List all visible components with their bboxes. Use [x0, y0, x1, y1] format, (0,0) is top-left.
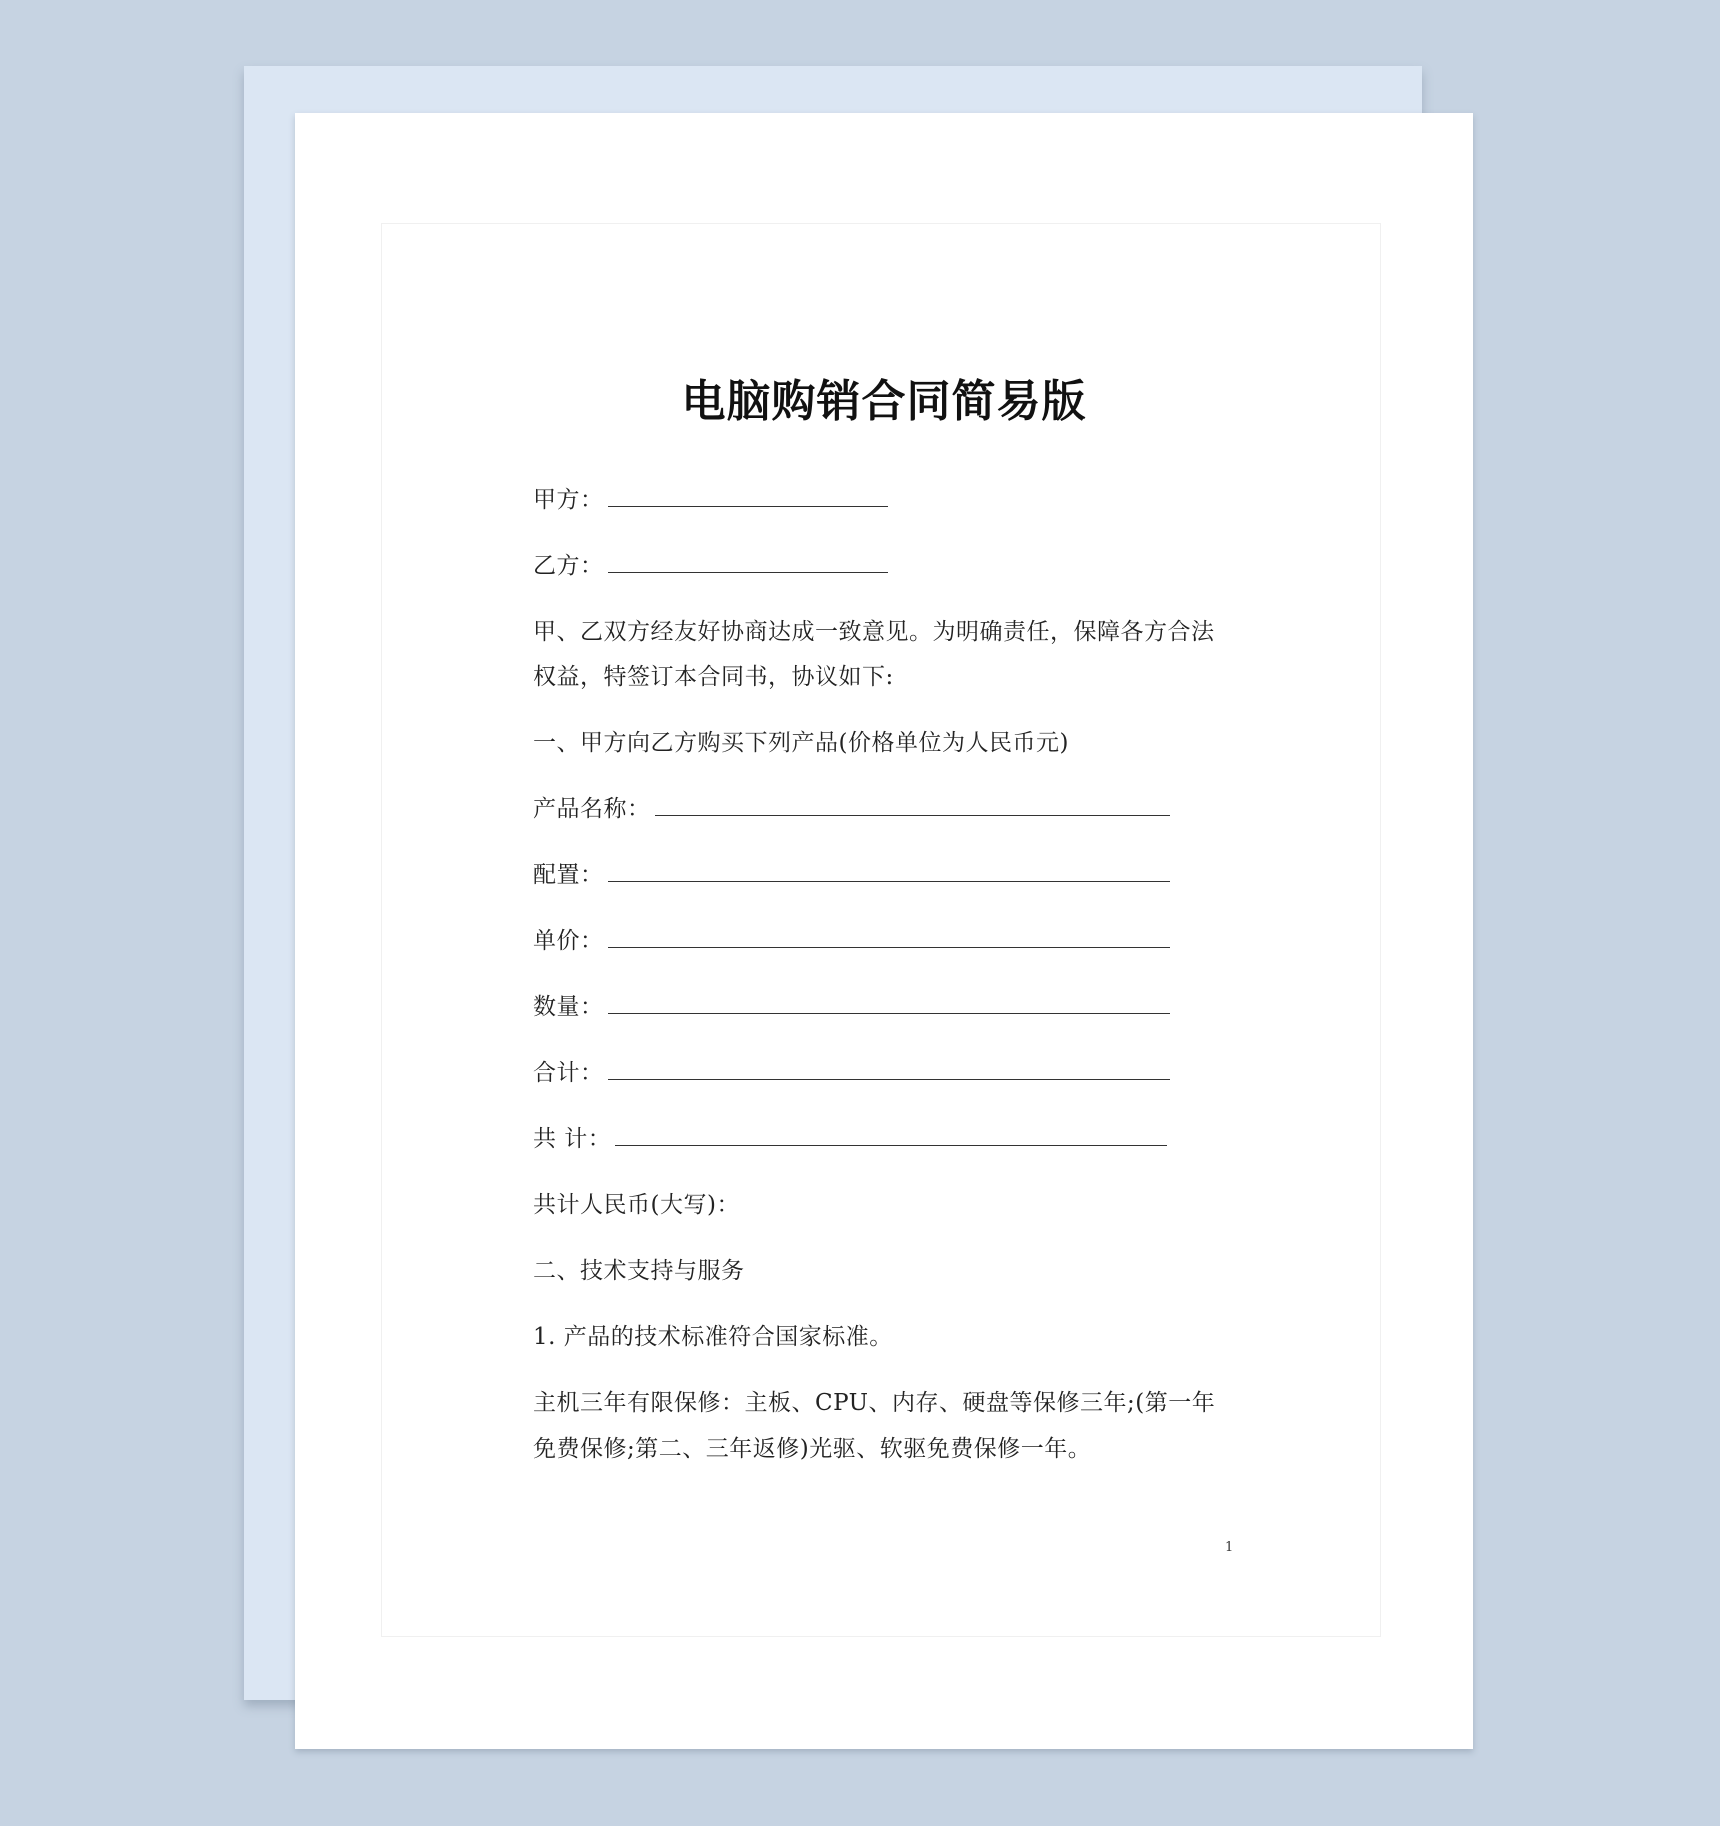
document-title: 电脑购销合同简易版 [681, 376, 1087, 427]
quantity-line [533, 988, 1170, 1021]
config-blank [608, 861, 1170, 882]
config-label: 配置： [533, 862, 604, 888]
unit-price-line [533, 922, 1170, 955]
total-line [533, 1120, 1167, 1153]
party-b-blank [608, 552, 888, 573]
party-a-label: 甲方： [533, 487, 604, 513]
total-rmb-line: 共计人民币(大写)： [533, 1192, 740, 1218]
section2-item-1: 1. 产品的技术标准符合国家标准。 [533, 1324, 893, 1350]
total-blank [615, 1125, 1167, 1146]
intro-line-1: 甲、乙双方经友好协商达成一致意见。为明确责任，保障各方合法 [533, 619, 1215, 645]
total-label: 共 计： [533, 1126, 612, 1152]
section1-heading: 一、甲方向乙方购买下列产品(价格单位为人民币元) [533, 730, 1069, 756]
document-page [295, 113, 1473, 1749]
product-name-label: 产品名称： [533, 796, 651, 822]
party-b-label: 乙方： [533, 553, 604, 579]
subtotal-line [533, 1054, 1170, 1087]
section2-heading: 二、技术支持与服务 [533, 1258, 745, 1284]
product-name-line [533, 790, 1170, 823]
party-a-blank [608, 486, 888, 507]
subtotal-label: 合计： [533, 1060, 604, 1086]
unit-price-label: 单价： [533, 928, 604, 954]
subtotal-blank [608, 1059, 1170, 1080]
warranty-line-2: 免费保修;第二、三年返修)光驱、软驱免费保修一年。 [533, 1436, 1092, 1462]
intro-line-2: 权益，特签订本合同书，协议如下: [533, 664, 894, 690]
config-line [533, 856, 1170, 889]
unit-price-blank [608, 927, 1170, 948]
warranty-line-1: 主机三年有限保修：主板、CPU、内存、硬盘等保修三年;(第一年 [533, 1390, 1216, 1416]
product-name-blank [655, 795, 1170, 816]
page-number: 1 [1225, 1540, 1234, 1555]
party-b-line [533, 547, 888, 580]
party-a-line [533, 481, 888, 514]
quantity-label: 数量： [533, 994, 604, 1020]
quantity-blank [608, 993, 1170, 1014]
